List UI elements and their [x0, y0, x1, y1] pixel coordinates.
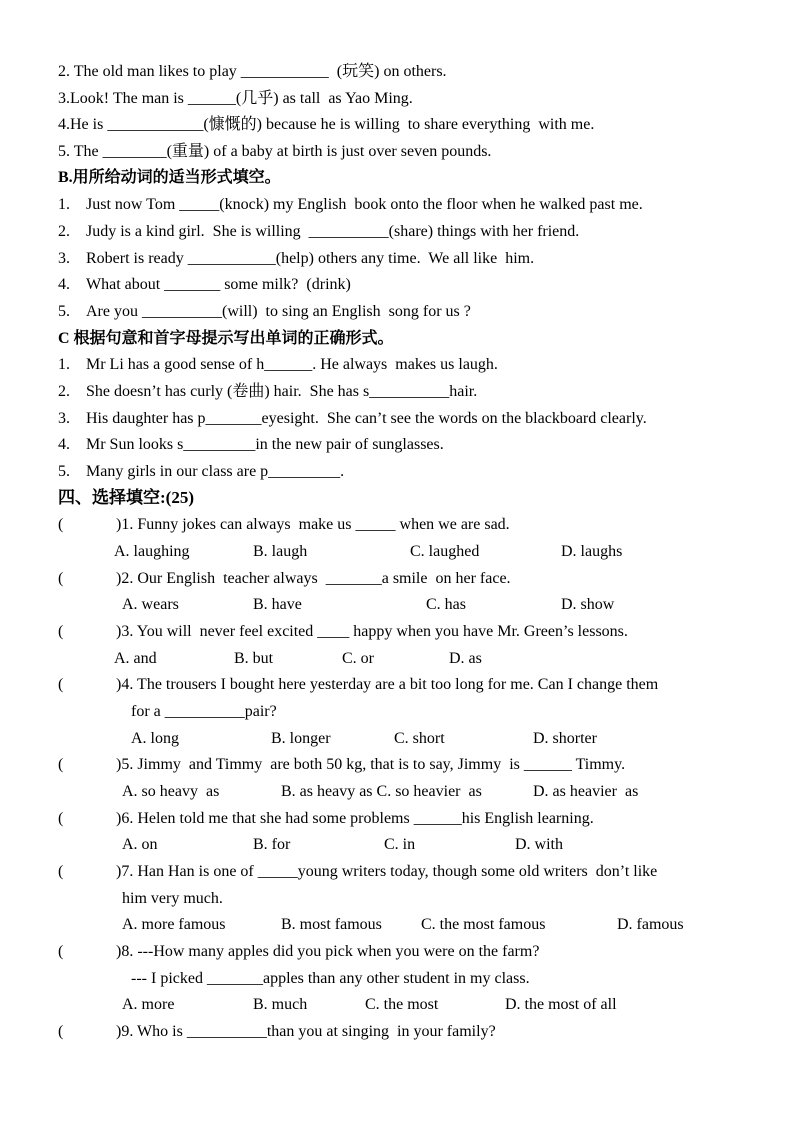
- option-b: B. as heavy as C. so heavier as: [281, 783, 482, 800]
- option-c: C. the most famous: [421, 916, 546, 933]
- answer-paren[interactable]: (: [58, 756, 64, 773]
- item-text: Judy is a kind girl. She is willing __________(share) things with her friend.: [86, 223, 580, 240]
- option-a: A. laughing: [114, 543, 190, 560]
- part3-c-item: [58, 355, 498, 375]
- answer-paren[interactable]: (: [58, 943, 64, 960]
- option-b: B. but: [234, 650, 274, 667]
- question-continuation: --- I picked _______apples than any other student in my class.: [131, 970, 530, 987]
- question-stem: [58, 515, 510, 535]
- item-text: What about _______ some milk? (drink): [86, 276, 351, 293]
- option-c: C. has: [426, 596, 466, 613]
- option-a: A. more famous: [122, 916, 226, 933]
- part3-a-line: 2. The old man likes to play ___________ (玩笑) on others.: [58, 63, 447, 80]
- answer-paren[interactable]: (: [58, 570, 64, 587]
- item-text: Mr Li has a good sense of h______. He always makes us laugh.: [86, 356, 498, 373]
- question-text: )3. You will never feel excited ____ happy when you have Mr. Green’s lessons.: [116, 623, 628, 640]
- answer-paren[interactable]: (: [58, 863, 64, 880]
- option-a: A. and: [114, 650, 157, 667]
- option-a: A. more: [122, 996, 175, 1013]
- item-text: Are you __________(will) to sing an English song for us ?: [86, 303, 471, 320]
- question-continuation: him very much.: [122, 890, 223, 907]
- answer-paren[interactable]: (: [58, 676, 64, 693]
- option-d: D. show: [561, 596, 615, 613]
- item-number: 2.: [58, 383, 70, 400]
- option-a: A. so heavy as: [122, 783, 220, 800]
- option-c: C. laughed: [410, 543, 480, 560]
- answer-paren[interactable]: (: [58, 516, 64, 533]
- part4-title: 四、选择填空:(25): [58, 488, 194, 507]
- part3-a-line: 5. The ________(重量) of a baby at birth is just over seven pounds.: [58, 143, 492, 160]
- question-stem: [58, 942, 539, 962]
- option-b: B. laugh: [253, 543, 308, 560]
- question-text: )7. Han Han is one of _____young writers today, though some old writers don’t like: [116, 863, 658, 880]
- item-number: 1.: [58, 356, 70, 373]
- item-text: Robert is ready ___________(help) others any time. We all like him.: [86, 250, 535, 267]
- item-text: Mr Sun looks s_________in the new pair of sunglasses.: [86, 436, 444, 453]
- question-text: )2. Our English teacher always _______a smile on her face.: [116, 570, 511, 587]
- option-c: C. the most: [365, 996, 439, 1013]
- item-number: 4.: [58, 436, 70, 453]
- option-c: C. or: [342, 650, 374, 667]
- part3-c-item: [58, 382, 477, 402]
- option-b: B. most famous: [281, 916, 382, 933]
- question-text: )6. Helen told me that she had some problems ______his English learning.: [116, 810, 594, 827]
- item-number: 3.: [58, 250, 70, 267]
- part3-c-item: [58, 462, 344, 482]
- question-stem: [58, 569, 511, 589]
- option-d: D. as heavier as: [533, 783, 639, 800]
- item-number: 2.: [58, 223, 70, 240]
- option-b: B. longer: [271, 730, 331, 747]
- question-stem: [58, 862, 657, 882]
- item-number: 5.: [58, 463, 70, 480]
- option-d: D. the most of all: [505, 996, 617, 1013]
- question-text: )5. Jimmy and Timmy are both 50 kg, that is to say, Jimmy is ______ Timmy.: [116, 756, 626, 773]
- question-text: )4. The trousers I bought here yesterday are a bit too long for me. Can I change them: [116, 676, 659, 693]
- part3-a-line: 4.He is ____________(慷慨的) because he is willing to share everything with me.: [58, 116, 595, 133]
- question-stem: [58, 809, 594, 829]
- item-text: Just now Tom _____(knock) my English book onto the floor when he walked past me.: [86, 196, 643, 213]
- part3-b-item: [58, 249, 534, 269]
- option-a: A. on: [122, 836, 158, 853]
- question-text: )8. ---How many apples did you pick when you were on the farm?: [116, 943, 540, 960]
- item-number: 4.: [58, 276, 70, 293]
- option-c: C. in: [384, 836, 416, 853]
- option-b: B. for: [253, 836, 291, 853]
- question-text: )9. Who is __________than you at singing in your family?: [116, 1023, 496, 1040]
- option-c: C. short: [394, 730, 445, 747]
- item-text: Many girls in our class are p_________.: [86, 463, 345, 480]
- option-b: B. have: [253, 596, 302, 613]
- question-stem: [58, 755, 625, 775]
- question-stem: [58, 622, 628, 642]
- part3-b-title: B.用所给动词的适当形式填空。: [58, 169, 281, 186]
- part3-b-item: [58, 195, 643, 215]
- option-d: D. laughs: [561, 543, 623, 560]
- part3-b-item: [58, 222, 579, 242]
- option-d: D. as: [449, 650, 482, 667]
- question-stem: [58, 1022, 496, 1042]
- question-continuation: for a __________pair?: [131, 703, 277, 720]
- part3-b-item: [58, 275, 351, 295]
- part3-b-item: [58, 302, 471, 322]
- item-text: His daughter has p_______eyesight. She can’t see the words on the blackboard clearly.: [86, 410, 647, 427]
- answer-paren[interactable]: (: [58, 623, 64, 640]
- item-text: She doesn’t has curly (卷曲) hair. She has s__________hair.: [86, 383, 478, 400]
- part3-c-item: [58, 435, 444, 455]
- option-b: B. much: [253, 996, 308, 1013]
- answer-paren[interactable]: (: [58, 1023, 64, 1040]
- item-number: 3.: [58, 410, 70, 427]
- option-d: D. famous: [617, 916, 684, 933]
- option-d: D. shorter: [533, 730, 597, 747]
- part3-c-title: C 根据句意和首字母提示写出单词的正确形式。: [58, 330, 394, 347]
- part3-a-line: 3.Look! The man is ______(几乎) as tall as Yao Ming.: [58, 90, 413, 107]
- item-number: 5.: [58, 303, 70, 320]
- option-d: D. with: [515, 836, 563, 853]
- question-stem: [58, 675, 658, 695]
- answer-paren[interactable]: (: [58, 810, 64, 827]
- option-a: A. long: [131, 730, 179, 747]
- item-number: 1.: [58, 196, 70, 213]
- option-a: A. wears: [122, 596, 179, 613]
- question-text: )1. Funny jokes can always make us _____ when we are sad.: [116, 516, 510, 533]
- part3-c-item: [58, 409, 647, 429]
